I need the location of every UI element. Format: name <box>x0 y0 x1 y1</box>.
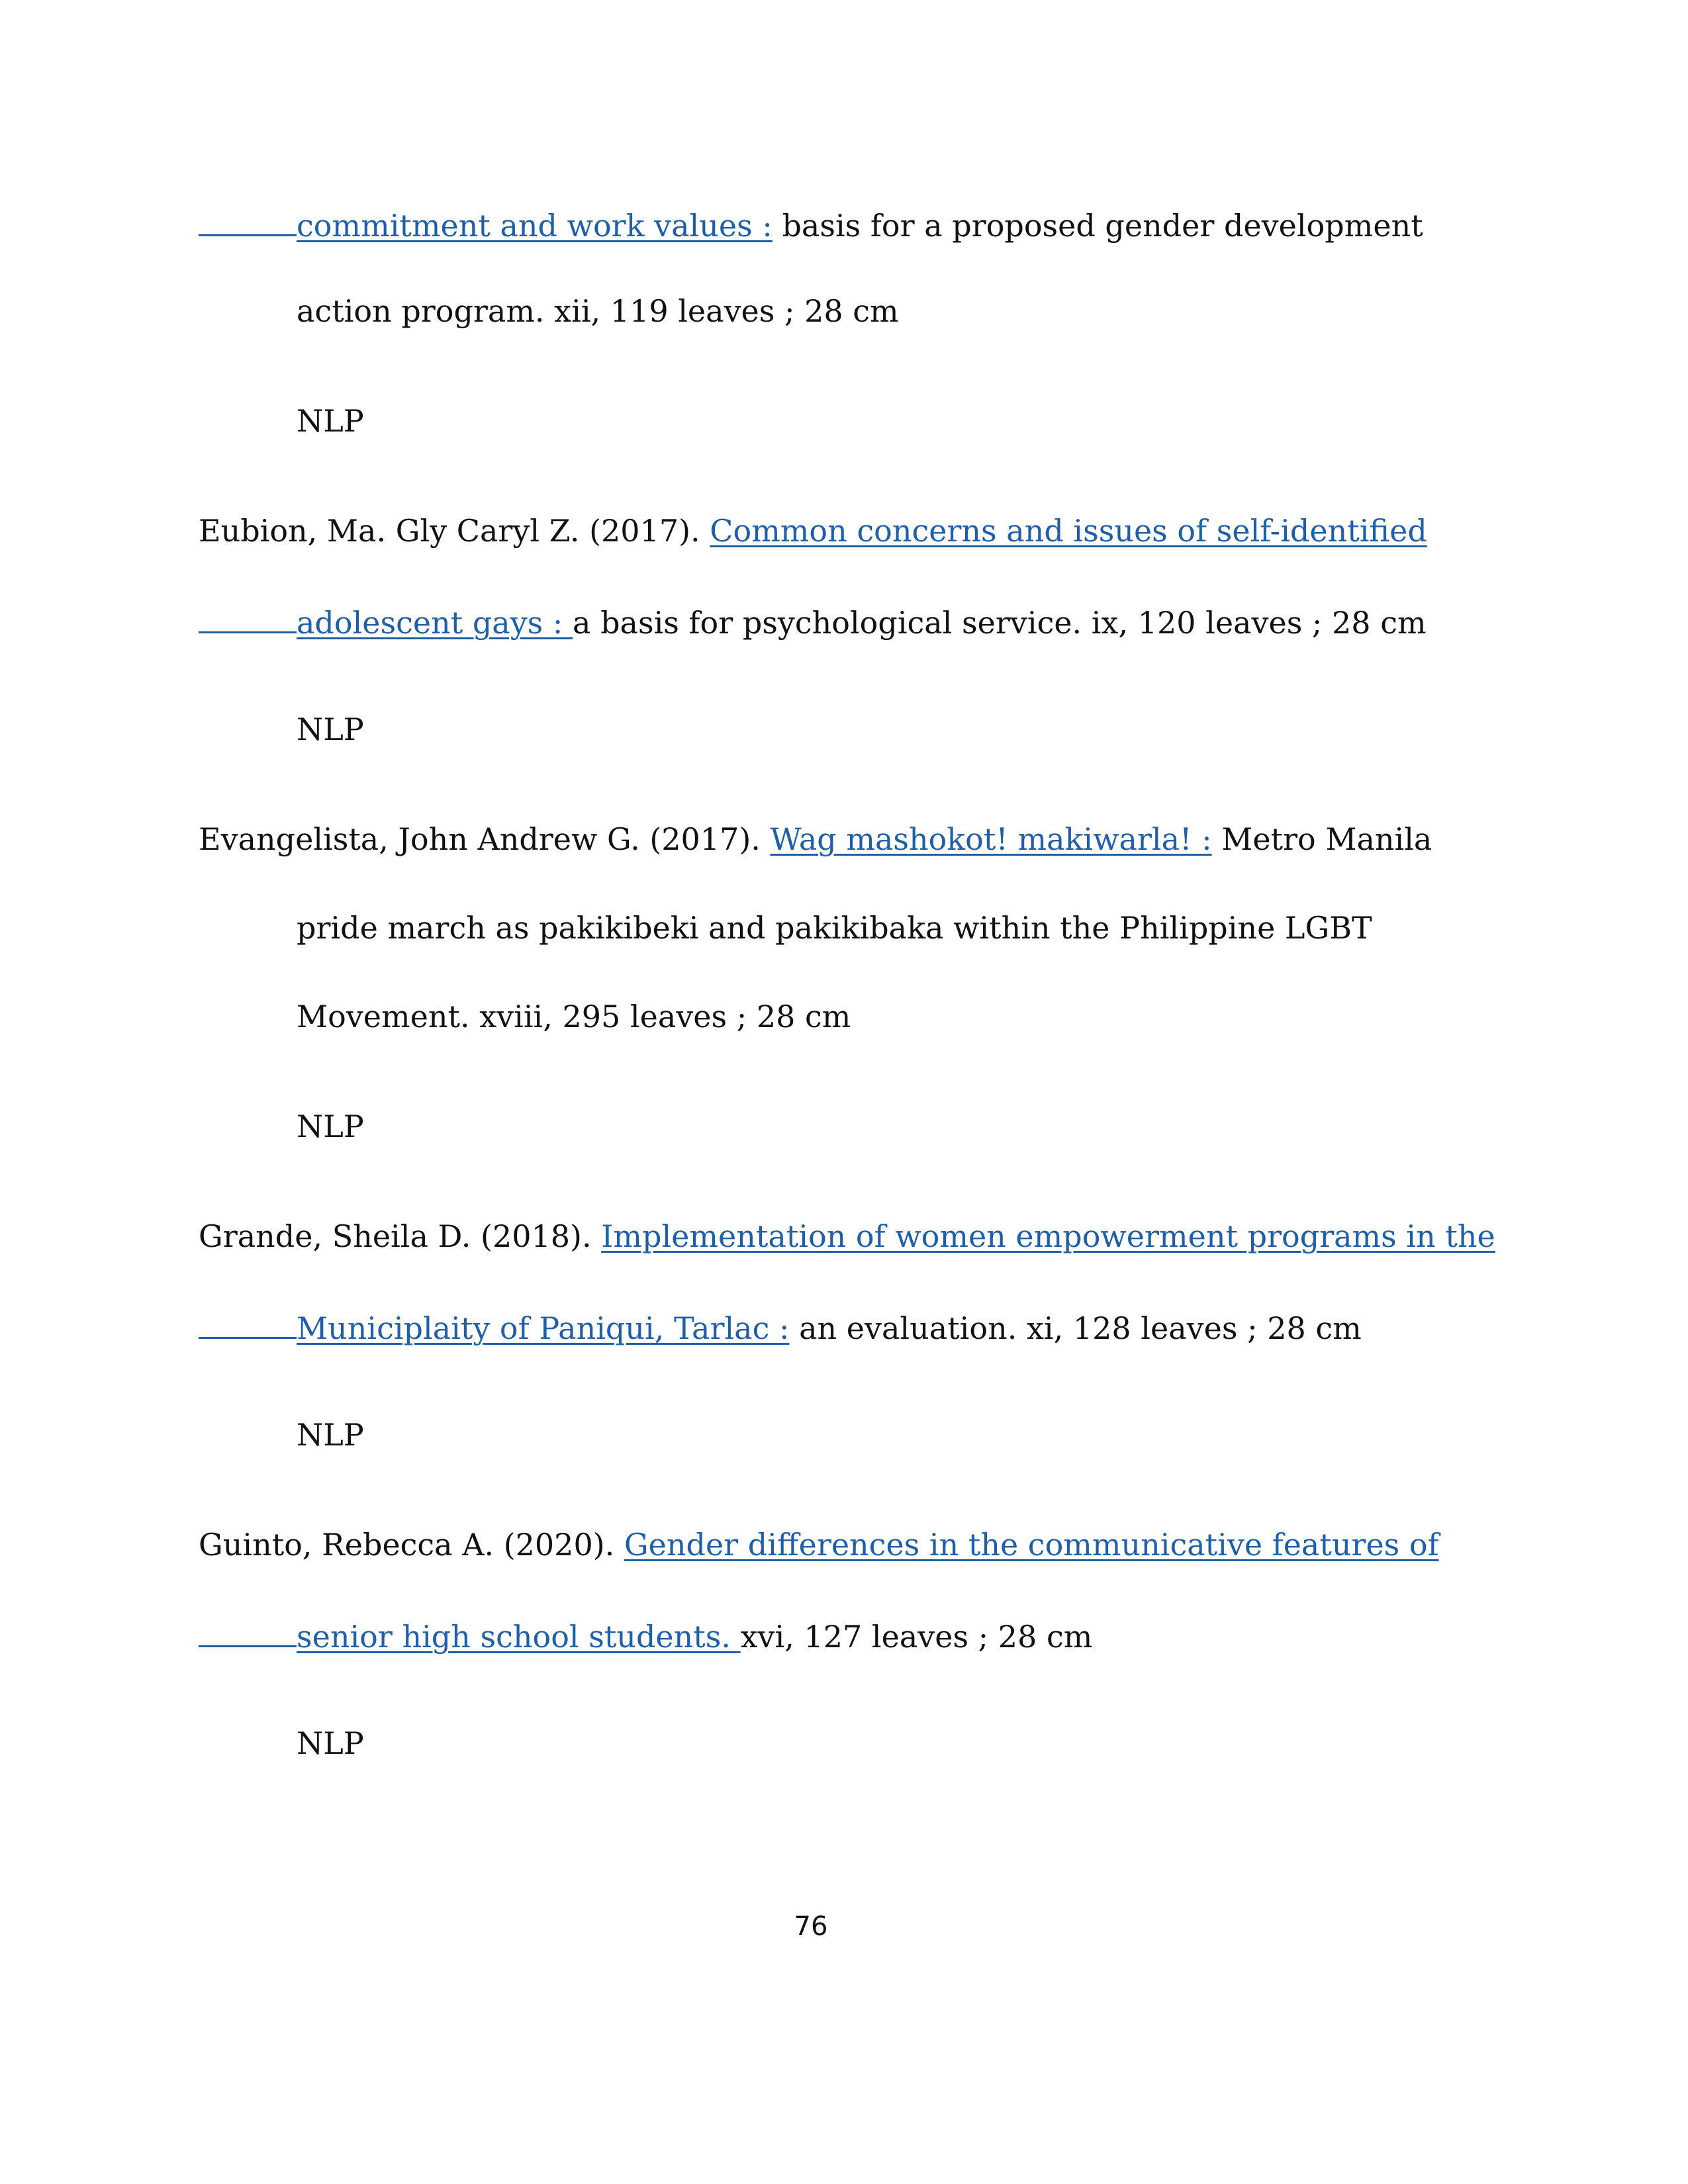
entry-eubion-line-2 <box>199 600 1427 643</box>
entry-text: a basis for psychological service. ix, 120 leaves ; 28 cm <box>573 605 1427 641</box>
indent-underline <box>199 1614 297 1647</box>
indent-underline <box>199 1305 297 1339</box>
entry-guinto-line-2 <box>199 1614 1092 1657</box>
entry-evangelista-line-3: Movement. xviii, 295 leaves ; 28 cm <box>297 999 851 1034</box>
entry-title-link[interactable]: Gender differences in the communicative features of <box>624 1527 1439 1563</box>
indent-underline <box>199 203 297 236</box>
entry-text: Metro Manila <box>1211 821 1432 857</box>
entry-title-link[interactable]: Common concerns and issues of self-identified <box>710 513 1427 549</box>
entry-location: NLP <box>297 711 364 747</box>
entry-guinto-line-1 <box>199 1525 1439 1565</box>
entry-evangelista-line-1 <box>199 819 1432 859</box>
entry-text: an evaluation. xi, 128 leaves ; 28 cm <box>789 1310 1362 1346</box>
entry-evangelista-line-2: pride march as pakikibeki and pakikibaka within the Philippine LGBT <box>297 910 1372 946</box>
entry-eubion-line-1 <box>199 511 1427 551</box>
entry-continuation-line-2: action program. xii, 119 leaves ; 28 cm <box>297 293 899 329</box>
entry-location: NLP <box>297 1109 364 1144</box>
entry-location: NLP <box>297 403 364 439</box>
entry-author: Evangelista, John Andrew G. (2017). <box>199 821 771 857</box>
entry-author: Eubion, Ma. Gly Caryl Z. (2017). <box>199 513 710 549</box>
entry-author: Guinto, Rebecca A. (2020). <box>199 1527 624 1563</box>
indent-underline <box>199 600 297 633</box>
entry-title-link[interactable]: Municiplaity of Paniqui, Tarlac : <box>297 1310 790 1346</box>
entry-title-link[interactable]: adolescent gays : <box>297 605 573 641</box>
page-number: 76 <box>794 1911 828 1942</box>
entry-text: xvi, 127 leaves ; 28 cm <box>740 1619 1093 1655</box>
entry-continuation-line-1 <box>199 203 1423 246</box>
entry-location: NLP <box>297 1417 364 1453</box>
entry-grande-line-2 <box>199 1305 1362 1348</box>
entry-text: basis for a proposed gender development <box>772 208 1423 244</box>
entry-title-link[interactable]: Implementation of women empowerment programs in the <box>601 1218 1495 1254</box>
entry-title-link[interactable]: Wag mashokot! makiwarla! : <box>770 821 1212 857</box>
entry-author: Grande, Sheila D. (2018). <box>199 1218 602 1254</box>
entry-title-link[interactable]: senior high school students. <box>297 1619 741 1655</box>
entry-grande-line-1 <box>199 1216 1495 1256</box>
entry-title-link[interactable]: commitment and work values : <box>297 208 773 244</box>
entry-location: NLP <box>297 1725 364 1761</box>
